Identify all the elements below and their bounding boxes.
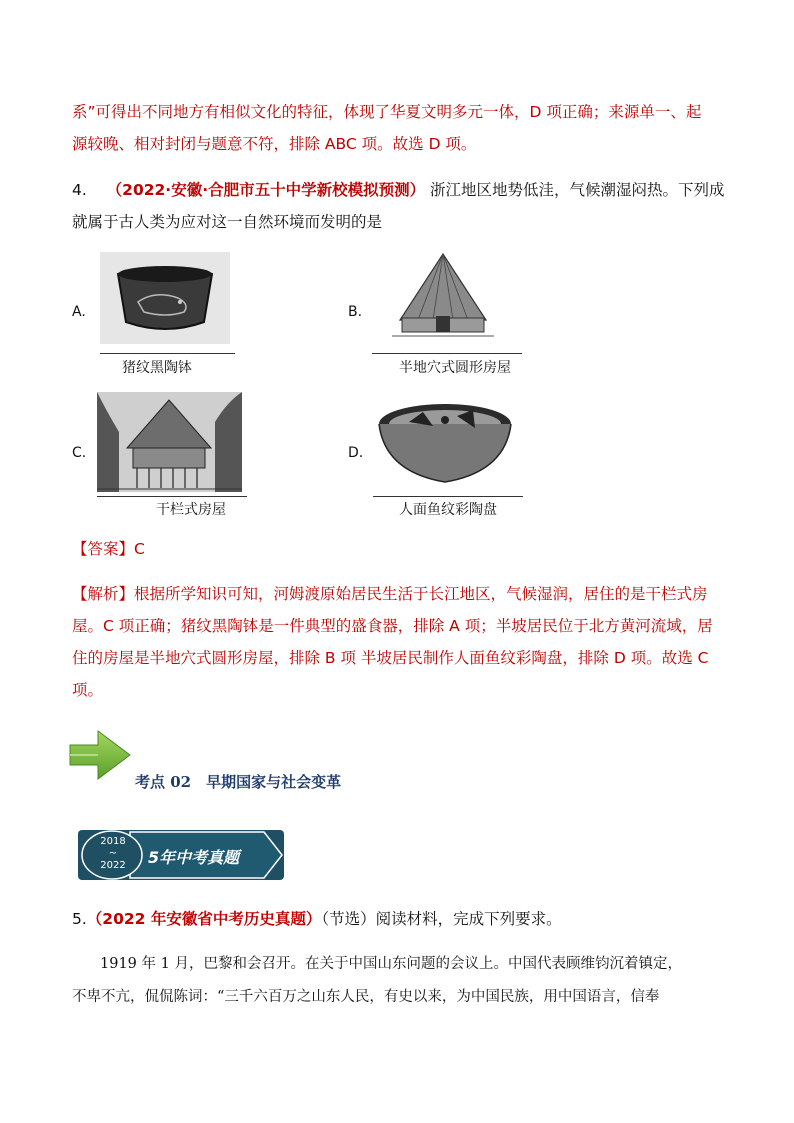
material-line-2: 不卑不亢，侃侃陈词：“三千六百万之山东人民，有史以来，为中国民族，用中国语言，信奉 xyxy=(72,989,660,1005)
question-4-stem-line-2: 就属于古人类为应对这一自然环境而发明的是 xyxy=(72,213,383,231)
banner-years xyxy=(88,836,138,872)
option-d-image xyxy=(375,400,515,488)
question-5-text: （节选）阅读材料，完成下列要求。 xyxy=(321,910,562,928)
black-pottery-bowl-icon xyxy=(100,252,230,344)
option-b-rule xyxy=(372,353,522,354)
analysis-text-1: 根据所学知识可知，河姆渡原始居民生活于长江地区，气候湿润，居住的是干栏式房 xyxy=(134,585,708,603)
analysis-line-3: 住的房屋是半地穴式圆形房屋，排除 B 项 半坡居民制作人面鱼纹彩陶盘，排除 D 项。故选 C xyxy=(72,649,709,667)
answer-line xyxy=(72,537,145,559)
option-b-caption: 半地穴式圆形房屋 xyxy=(399,360,511,376)
banner-year-start: 2018 xyxy=(100,836,126,847)
painted-basin-icon xyxy=(375,400,515,488)
intro-line-1: 系”可得出不同地方有相似文化的特征，体现了华夏文明多元一体，D 项正确；来源单一、起 xyxy=(72,103,702,121)
question-4-stem-line-1 xyxy=(72,178,725,200)
five-year-banner xyxy=(78,826,288,884)
option-d-caption: 人面鱼纹彩陶盘 xyxy=(399,502,497,518)
stilt-house-icon xyxy=(97,392,242,492)
intro-line-2: 源较晚、相对封闭与题意不符，排除 ABC 项。故选 D 项。 xyxy=(72,135,477,153)
question-source: （2022·安徽·合肥市五十中学新校模拟预测） xyxy=(106,181,426,199)
material-line-1: 1919 年 1 月，巴黎和会召开。在关于中国山东问题的会议上。中国代表顾维钧沉着镇定， xyxy=(100,956,682,972)
analysis-line-4: 项。 xyxy=(72,681,104,699)
option-a-caption: 猪纹黑陶钵 xyxy=(122,360,192,376)
option-c-image xyxy=(97,392,242,492)
analysis-label: 【解析】 xyxy=(72,585,135,603)
question-number: 4. xyxy=(72,181,87,199)
option-d-rule xyxy=(373,496,523,497)
question-stem: 浙江地区地势低洼，气候潮湿闷热。下列成 xyxy=(430,181,725,199)
option-c-rule xyxy=(97,496,247,497)
option-a-rule xyxy=(100,353,235,354)
answer-value: C xyxy=(134,540,145,558)
banner-year-sep: ~ xyxy=(108,848,118,859)
option-d-label: D. xyxy=(348,445,364,461)
option-c-label: C. xyxy=(72,445,87,461)
question-5-number: 5. xyxy=(72,910,87,928)
banner-year-end: 2022 xyxy=(100,860,126,871)
banner-label: 5年中考真题 xyxy=(148,848,240,867)
option-a-label: A. xyxy=(72,304,86,320)
option-b-label: B. xyxy=(348,304,363,320)
question-5-source: （2022 年安徽省中考历史真题） xyxy=(86,910,322,928)
option-a-image xyxy=(100,252,230,344)
answer-label: 【答案】 xyxy=(72,540,135,558)
option-c-caption: 干栏式房屋 xyxy=(156,502,226,518)
analysis-line-1 xyxy=(72,582,708,604)
option-b-image xyxy=(388,250,498,345)
green-arrow-icon xyxy=(62,725,134,787)
section-arrow xyxy=(62,725,134,787)
section-title: 考点 02 早期国家与社会变革 xyxy=(135,773,342,791)
analysis-line-2: 屋。C 项正确；猪纹黑陶钵是一件典型的盛食器，排除 A 项；半坡居民位于北方黄河流域，居 xyxy=(72,617,713,635)
round-hut-icon xyxy=(388,250,498,345)
question-5-stem xyxy=(72,907,562,929)
